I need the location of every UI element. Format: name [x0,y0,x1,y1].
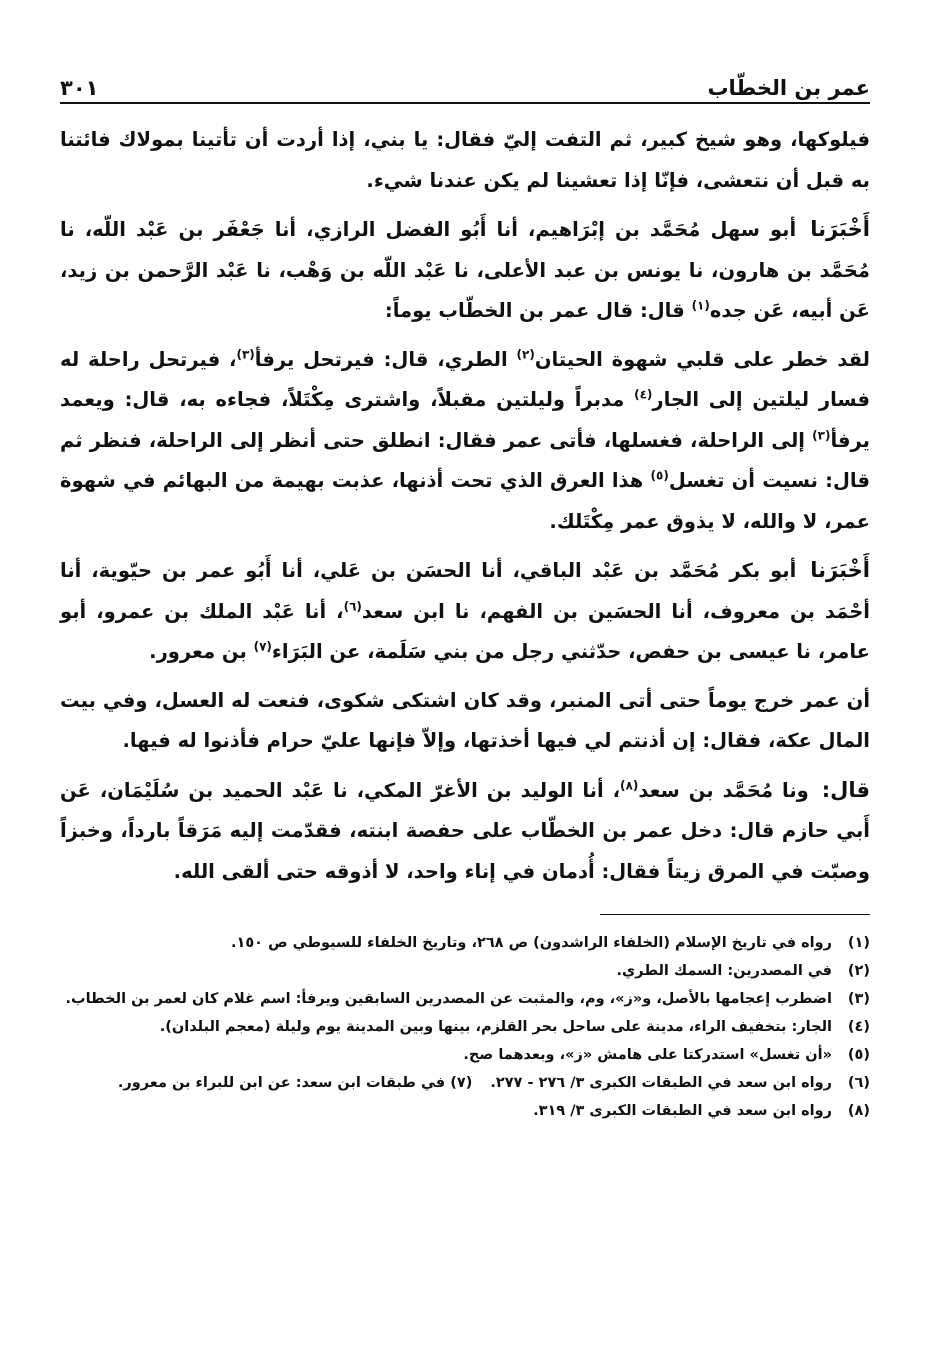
footnote-number: (١) [847,935,870,951]
footnote-text: رواه ابن سعد في الطبقات الكبرى ٣/ ٣١٩. [533,1103,832,1119]
paragraph-text: مدبراً وليلتين مقبلاً، واشترى مِكْتَلاً، فجاءه به، قال: ويعمد يرفأ [60,388,870,452]
paragraph-text: فيلوكها، وهو شيخ كبير، ثم التفت إليّ فقال: يا بني، إذا أردت أن تأتينا بمولاك فائتنا به قبل أن نتعشى، فإنّا إذا تعشينا لم يكن عندنا شيء. [60,128,870,192]
paragraph-text: أن عمر خرج يوماً حتى أتى المنبر، وقد كان اشتكى شكوى، فنعت له العسل، وفي بيت المال عكة، فقال: إن أذنتم لي فيها أخذتها، وإلاّ فإنها عليّ حرام فأذنوا له فيها. [60,688,870,752]
footnote-ref[interactable]: (٥) [650,468,669,483]
footnote-number: (٢) [847,963,870,979]
header-rule [60,102,870,104]
footnote-ref[interactable]: (٤) [634,387,653,402]
footnote-text-part: رواه ابن سعد في الطبقات الكبرى ٣/ ٢٧٦ - ٢٧٧. [490,1075,832,1091]
page-number: ٣٠١ [60,76,99,100]
paragraph-text: ونا مُحَمَّد بن سعد [638,778,818,802]
footnote-ref[interactable]: (٢) [516,347,535,361]
paragraph-3 [60,340,870,543]
lead-word: قال: [821,777,870,802]
footnote-text: اضطرب إعجامها بالأصل، و«ز»، وم، والمثبت عن المصدرين السابقين ويرفأ: اسم غلام كان لعمر بن الخطاب. [65,991,832,1007]
footnote-number-inline: (٧) [450,1075,473,1091]
paragraph-4 [60,550,870,673]
footnote-text: «أن تغسل» استدركتا على هامش «ز»، وبعدهما صح. [463,1047,832,1063]
paragraph-text: الطري، قال: فيرتحل يرفأ [254,347,517,371]
paragraph-text: هذا العرق الذي تحت أذنها، عذبت بهيمة من البهائم في شهوة عمر، لا والله، لا يذوق عمر مِكْتَلك. [60,469,870,533]
lead-word: أَخْبَرَنا [810,217,870,241]
footnote [60,1013,870,1041]
footnote-number: (٤) [847,1019,870,1035]
footnote-number: (٨) [847,1103,870,1119]
footnote-ref[interactable]: (٣) [236,347,255,361]
paragraph-text: قال: قال عمر بن الخطّاب يوماً: [384,299,692,322]
paragraph-6 [60,770,870,893]
footnote-text: الجار: بتخفيف الراء، مدينة على ساحل بحر القلزم، بينها وبين المدينة يوم وليلة (معجم البلدان). [159,1019,832,1035]
footnote [60,1041,870,1069]
footnote-text: في المصدرين: السمك الطري. [616,963,832,979]
paragraph-text: لقد خطر على قلبي شهوة الحيتان [534,347,870,371]
footnotes [60,929,870,1125]
paragraph-text: ، أنا الوليد بن الأغرّ المكي، نا عَبْد الحميد بن سُلَيْمَان، عَن أَبي حازم قال: دخل عمر بن الخطّاب على حفصة ابنته، فقدّمت إليه مَرَقاً بارداً، وخبزاً وصبّت في المرق زيتاً فقال: أُدمان في إناء واحد، لا أذوقه حتى ألقى الله. [60,778,870,883]
footnote-number: (٥) [847,1047,870,1063]
footnote-ref[interactable]: (٨) [620,778,639,792]
paragraph-1 [60,120,870,201]
footnote [60,1069,870,1097]
footnote-ref[interactable]: (٦) [343,599,362,613]
footnote-ref[interactable]: (١) [691,298,710,313]
footnote-text [60,1069,832,1097]
paragraph-text: ، فيرتحل راحلة له فسار ليلتين إلى الجار [60,347,870,411]
footnote-number: (٣) [847,991,870,1007]
footnote-number: (٦) [847,1075,870,1091]
paragraph-text: بن معرور. [149,640,254,663]
footnote-text-part: في طبقات ابن سعد: عن ابن للبراء بن معرور. [117,1075,446,1091]
footnote [60,929,870,957]
footnote-rule [600,914,870,915]
paragraph-text: إلى الراحلة، فغسلها، فأتى عمر فقال: انطلق حتى أنظر إلى الراحلة، فنظر ثم قال: نسيت أن تغسل [60,428,870,492]
lead-word: أَخْبَرَنا [810,558,870,582]
footnote-ref[interactable]: (٧) [253,639,272,654]
footnote [60,1097,870,1125]
paragraph-5 [60,681,870,762]
footnote [60,957,870,985]
paragraph-text: أبو سهل مُحَمَّد بن إبْرَاهيم، أنا أَبُو الفضل الرازي، أنا جَعْفَر بن عَبْد اللّه، نا مُحَمَّد بن هارون، نا يونس بن عبد الأعلى، نا عَبْد اللّه بن وَهْب، نا عَبْد الرَّحمن بن زيد، عَن أبيه، عَن جده [60,218,870,322]
paragraph-text: ، أنا عَبْد الملك بن عمرو، أبو عامر، نا عيسى بن حفص، حدّثني رجل من بني سَلَمة، عن البَرَاء [60,599,870,663]
main-text [60,120,870,892]
running-title: عمر بن الخطّاب [707,76,870,100]
paragraph-text: أبو بكر مُحَمَّد بن عَبْد الباقي، أنا الحسَن بن عَلي، أنا أَبُو عمر بن حيّوية، أنا أحْمَد بن معروف، أنا الحسَين بن الفهم، نا ابن سعد [60,559,870,623]
paragraph-2 [60,209,870,332]
footnote-ref[interactable]: (٣) [812,428,831,442]
footnote-text: رواه في تاريخ الإسلام (الخلفاء الراشدون) ص ٢٦٨، وتاريخ الخلفاء للسيوطي ص ١٥٠. [230,935,832,951]
page-header [60,60,870,100]
book-page [60,60,870,1125]
footnote [60,985,870,1013]
